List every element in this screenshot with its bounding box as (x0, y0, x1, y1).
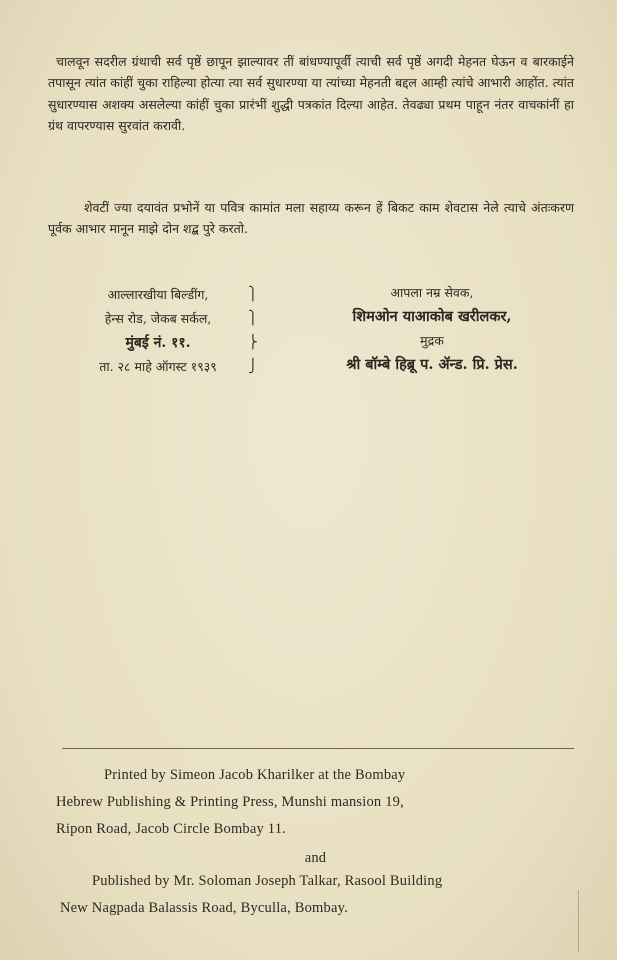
signature-name: शिमओन याआकोब खरीलकर, (352, 308, 512, 325)
signature-block (292, 281, 572, 377)
address-line-1: आल्लारखीया बिल्डींग, (107, 287, 209, 302)
preface-paragraph-1: चालवून सदरील ग्रंथाची सर्व पृष्ठें छापून झाल्यावर तीं बांधण्यापूर्वी त्याची सर्व पृष्ठें अगदी मेहनत घेऊन व बारकाईने तपासून त्यांत कांहीं चुका राहिल्या होत्या त्या सर्व सुधारण्या या त्यांच्या मेहनती बद्दल आम्ही त्यांचे आभारी आहोंत. त्यांत सुधारण्यास अशक्य असलेल्या कांहीं चुका प्रारंभीं शुद्धी पत्रकांत दिल्या आहेत. तेवढ्या प्रथम पाहून नंतर वाचकांनीं हा ग्रंथ वापरण्यास सुरवांत करावी. (48, 53, 574, 133)
printer-imprint (56, 762, 574, 843)
section-divider (62, 748, 574, 749)
address-block (48, 283, 268, 379)
brace-middle: ⎬ (248, 335, 258, 350)
brace-top: ⎫ (248, 287, 258, 302)
page-fold-mark (578, 890, 579, 952)
brace-top-2: ⎫ (248, 311, 258, 326)
imprint-and: and (304, 850, 327, 866)
publisher-line-2: New Nagpada Balassis Road, Byculla, Bombay. (60, 900, 348, 916)
address-line-2: हेन्स रोड, जेकब सर्कल, (104, 311, 212, 326)
address-date: ता. २८ माहे ऑगस्ट १९३९ (99, 359, 217, 374)
printer-line-1: Printed by Simeon Jacob Kharilker at the Bombay (104, 767, 406, 783)
signature-press: श्री बॉम्बे हिब्रू प. ॲन्ड. प्रि. प्रेस. (346, 356, 518, 373)
printer-line-2: Hebrew Publishing & Printing Press, Munshi mansion 19, (56, 794, 404, 810)
signature-line-1: आपला नम्र सेवक, (390, 285, 474, 300)
preface-paragraph-2: शेवटीं ज्या दयावंत प्रभोनें या पवित्र कामांत मला सहाय्य करून हें बिकट काम शेवटास नेले त्याचे अंतःकरण पूर्वक आभार मानून माझे दोन शद्ब पुरे करतो. (48, 199, 574, 236)
printer-line-3: Ripon Road, Jacob Circle Bombay 11. (56, 821, 286, 837)
publisher-line-1: Published by Mr. Soloman Joseph Talkar, Rasool Building (92, 873, 443, 889)
brace-bottom: ⎭ (248, 359, 258, 374)
publisher-imprint (60, 868, 574, 922)
address-line-3: मुंबई नं. ११. (125, 335, 191, 351)
brace-divider (248, 283, 258, 379)
signature-role: मुद्रक (420, 333, 444, 348)
